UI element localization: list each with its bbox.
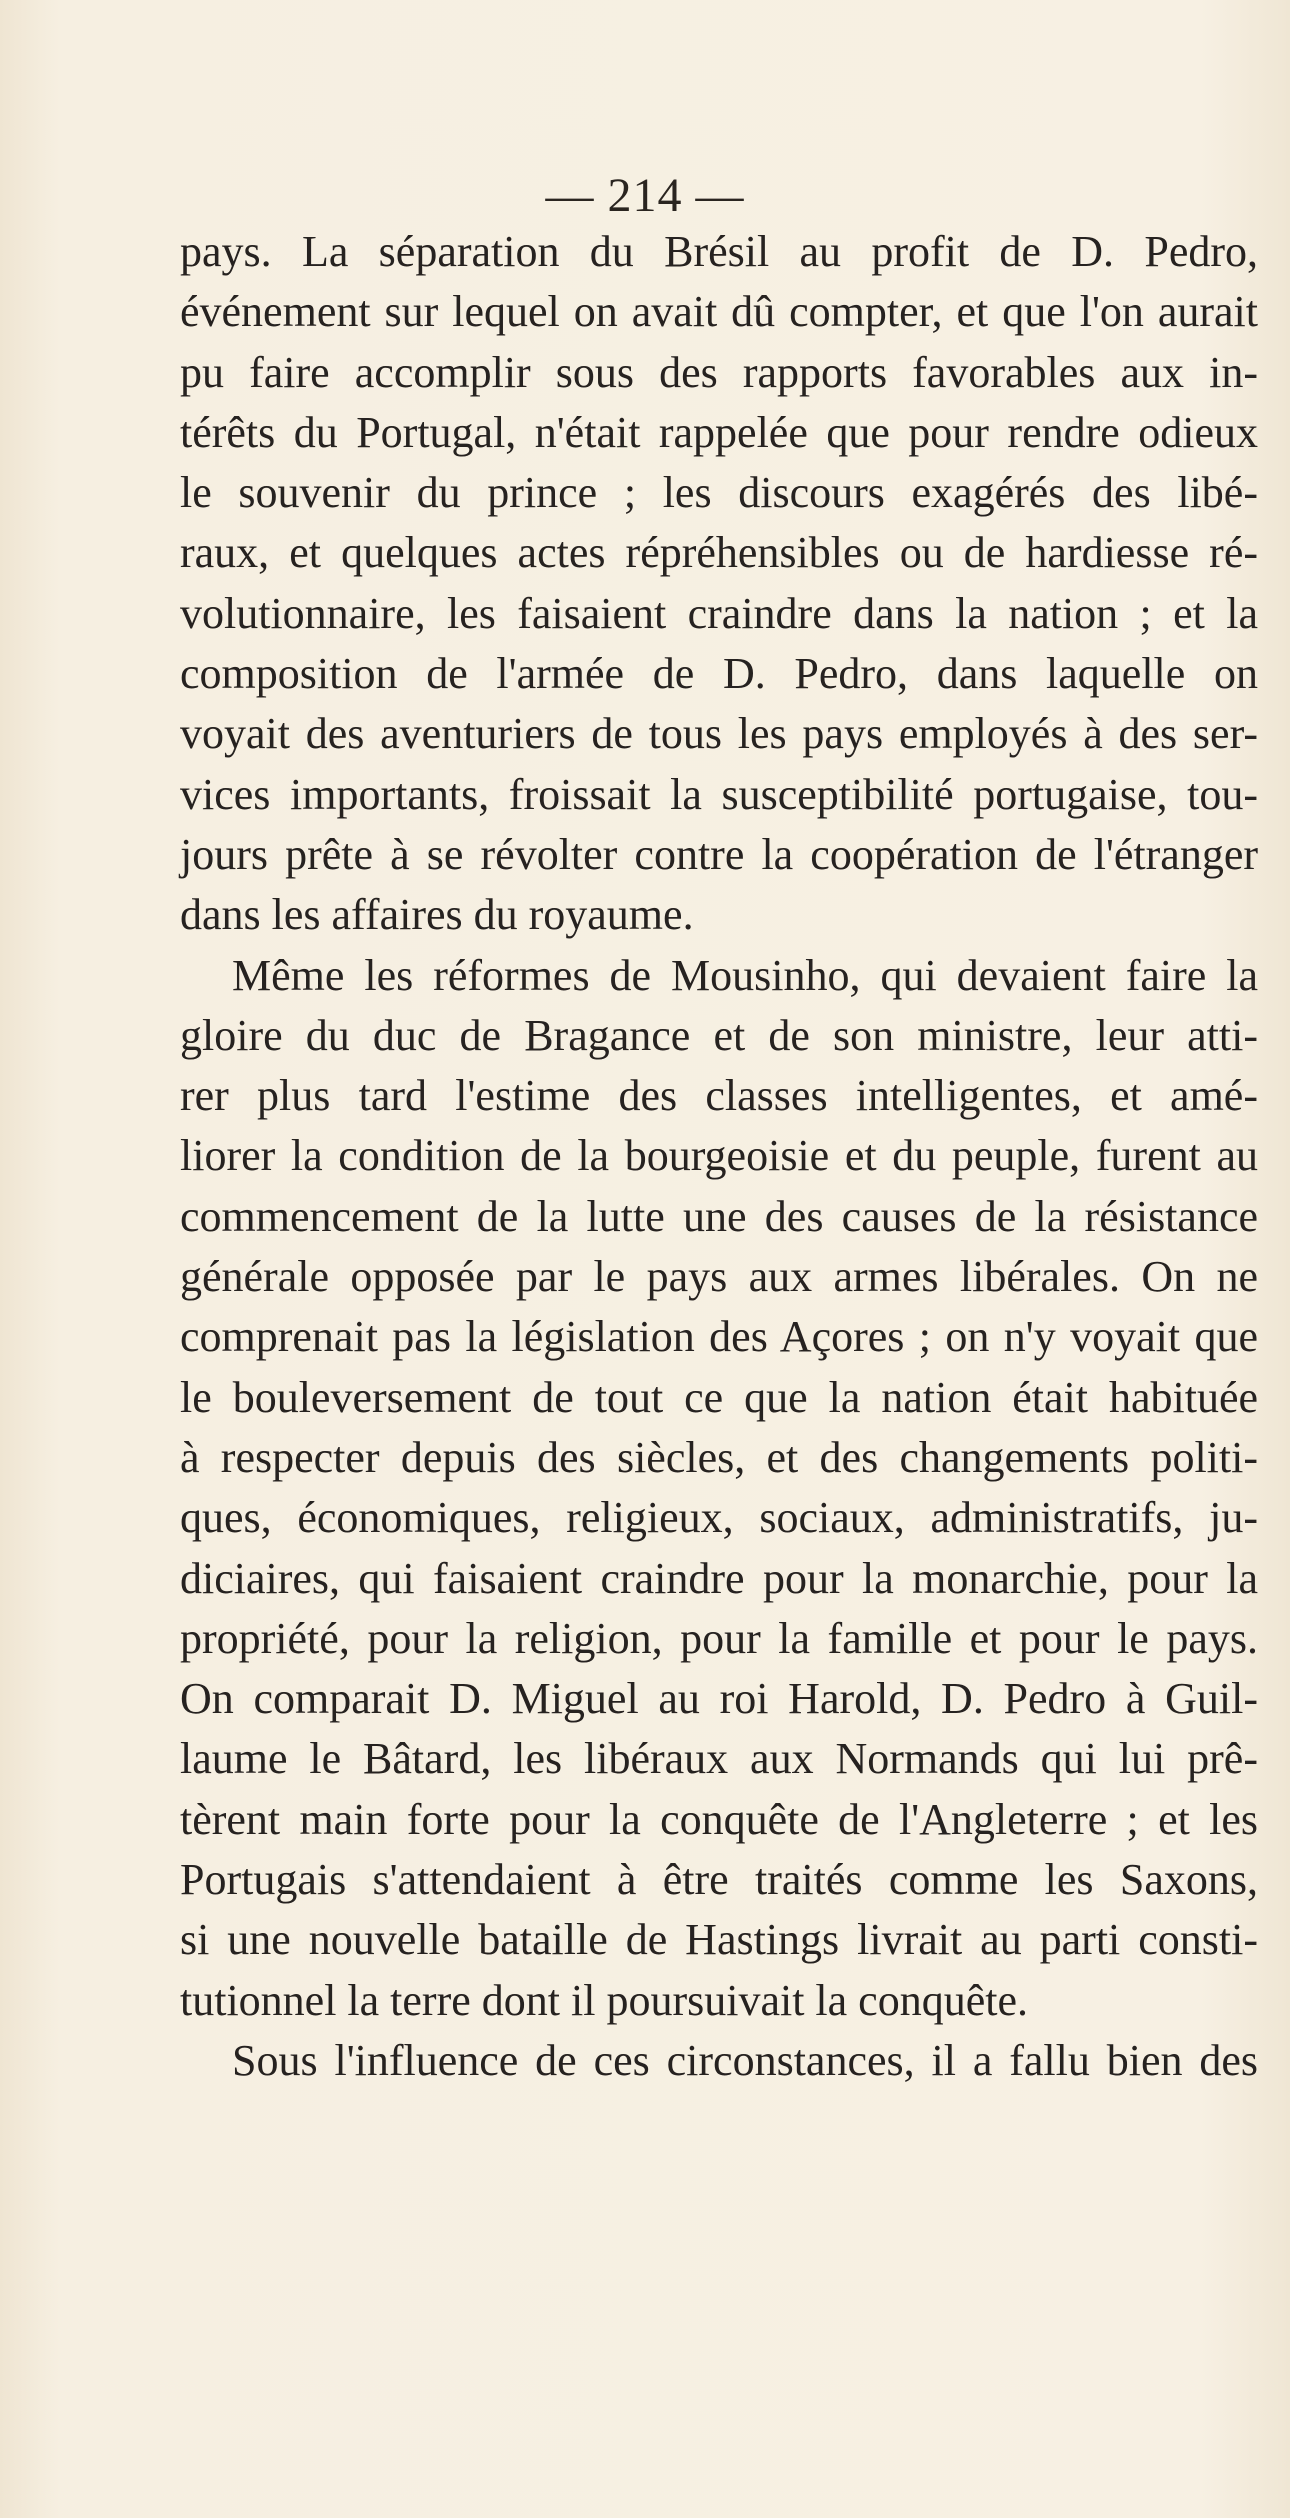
text-line: propriété, pour la religion, pour la famille et pour le pays.: [180, 1613, 1258, 1663]
page-number: — 214 —: [545, 169, 745, 222]
text-line: Sous l'influence de ces circonstances, il a fallu bien des: [232, 2035, 1258, 2085]
text-line: pu faire accomplir sous des rapports favorables aux in-: [180, 347, 1258, 397]
text-line: ques, économiques, religieux, sociaux, administratifs, ju-: [180, 1493, 1258, 1543]
text-line: le bouleversement de tout ce que la nation était habituée: [180, 1372, 1258, 1422]
text-line: On comparait D. Miguel au roi Harold, D. Pedro à Guil-: [180, 1674, 1258, 1724]
text-line: événement sur lequel on avait dû compter, et que l'on aurait: [180, 287, 1258, 337]
text-line: dans les affaires du royaume.: [180, 890, 694, 940]
text-line: commencement de la lutte une des causes de la résistance: [180, 1191, 1258, 1241]
text-line: si une nouvelle bataille de Hastings livrait au parti consti-: [180, 1915, 1258, 1965]
text-line: générale opposée par le pays aux armes libérales. On ne: [180, 1252, 1258, 1302]
text-line: gloire du duc de Bragance et de son ministre, leur atti-: [180, 1010, 1258, 1060]
text-line: pays. La séparation du Brésil au profit de D. Pedro,: [180, 227, 1258, 276]
text-line: le souvenir du prince ; les discours exagérés des libé-: [180, 468, 1258, 518]
text-line: térêts du Portugal, n'était rappelée que pour rendre odieux: [180, 407, 1258, 457]
body-text: [180, 222, 1258, 2091]
text-line: jours prête à se révolter contre la coopération de l'étranger: [180, 829, 1258, 879]
text-line: Même les réformes de Mousinho, qui devaient faire la: [232, 950, 1258, 1000]
paragraph: [180, 946, 1258, 2031]
text-line: vices importants, froissait la susceptibilité portugaise, tou-: [180, 769, 1258, 819]
text-line: tèrent main forte pour la conquête de l'Angleterre ; et les: [180, 1794, 1258, 1844]
text-line: diciaires, qui faisaient craindre pour la monarchie, pour la: [180, 1553, 1258, 1603]
text-line: voyait des aventuriers de tous les pays employés à des ser-: [180, 709, 1258, 759]
text-line: à respecter depuis des siècles, et des changements politi-: [180, 1432, 1258, 1482]
text-line: laume le Bâtard, les libéraux aux Normands qui lui prê-: [180, 1734, 1258, 1784]
text-line: composition de l'armée de D. Pedro, dans laquelle on: [180, 649, 1258, 699]
text-line: tutionnel la terre dont il poursuivait la conquête.: [180, 1975, 1028, 2025]
text-line: comprenait pas la législation des Açores ; on n'y voyait que: [180, 1312, 1258, 1362]
text-line: liorer la condition de la bourgeoisie et du peuple, furent au: [180, 1131, 1258, 1181]
paragraph: [180, 2031, 1258, 2091]
text-line: volutionnaire, les faisaient craindre dans la nation ; et la: [180, 588, 1258, 638]
text-line: rer plus tard l'estime des classes intelligentes, et amé-: [180, 1071, 1258, 1121]
text-line: raux, et quelques actes répréhensibles ou de hardiesse ré-: [180, 528, 1258, 578]
text-line: Portugais s'attendaient à être traités comme les Saxons,: [180, 1855, 1258, 1905]
paragraph: [180, 222, 1258, 946]
